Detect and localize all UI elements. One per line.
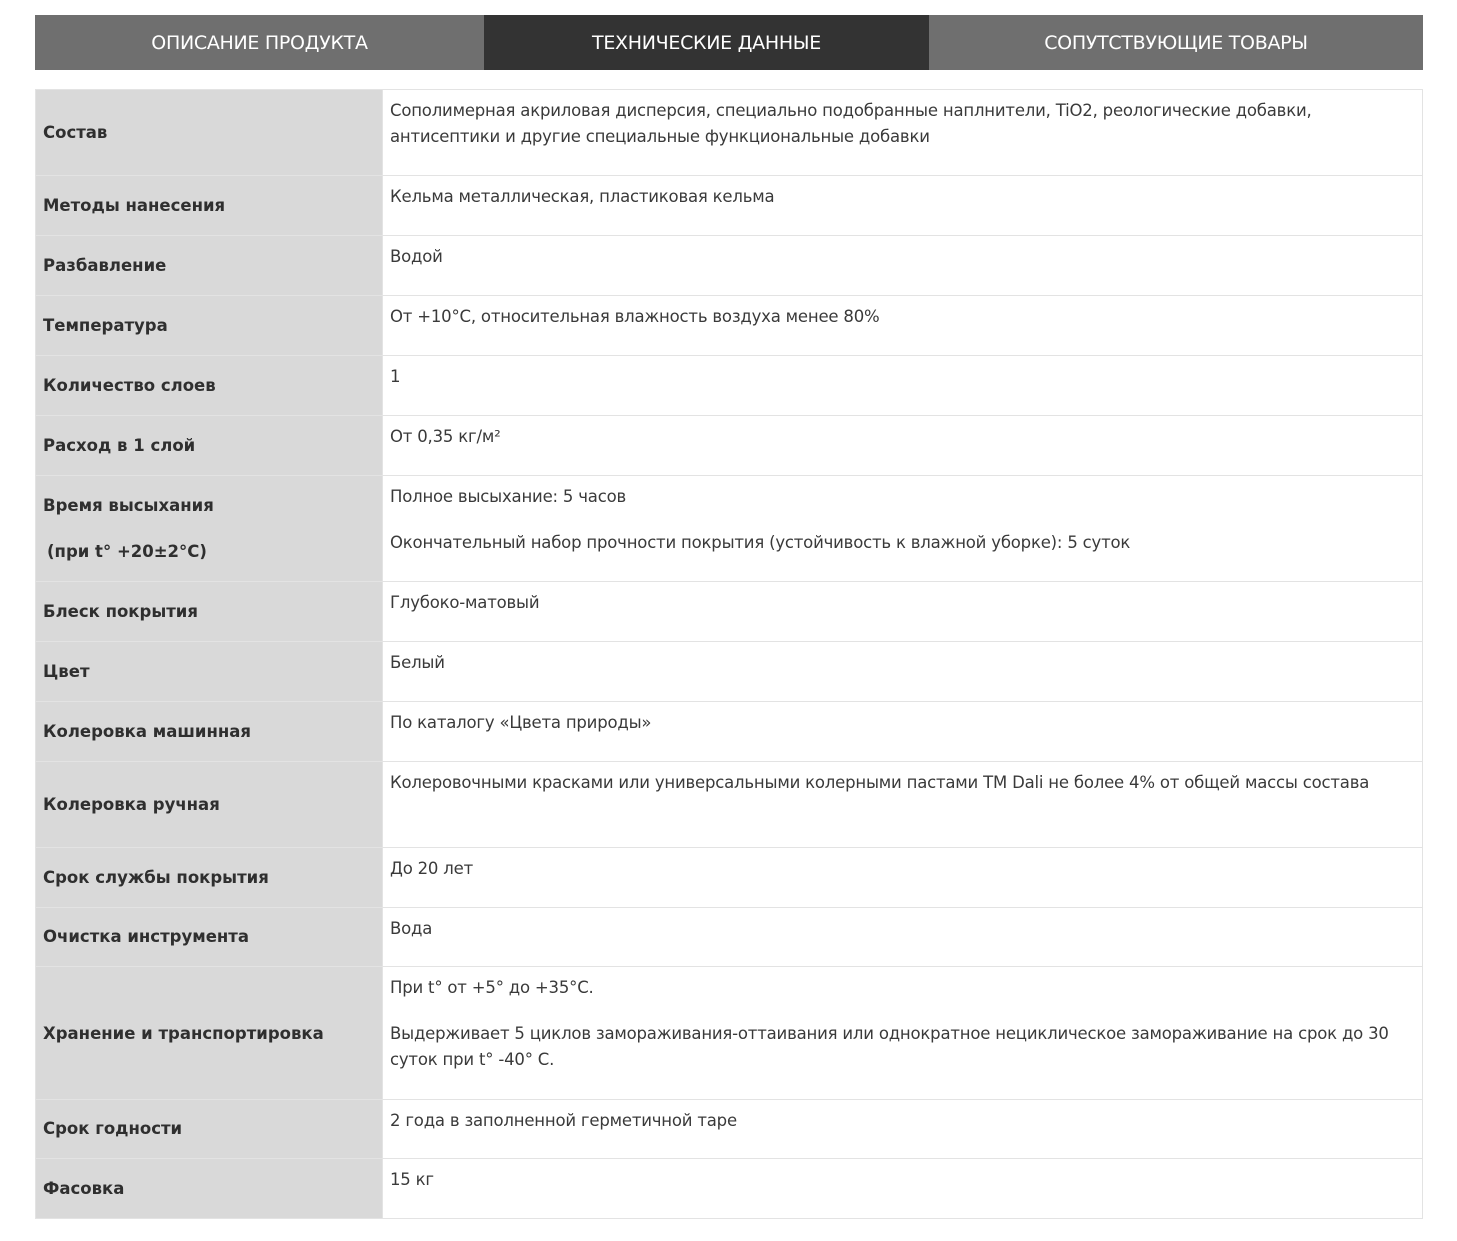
spec-value: Колеровочными красками или универсальными колерными пастами ТМ Dali не более 4% от общей массы состава: [383, 762, 1423, 848]
spec-row-shelf-life: [36, 1100, 1423, 1159]
tab-related-products[interactable]: СОПУТСТВУЮЩИЕ ТОВАРЫ: [929, 15, 1423, 70]
spec-value: [383, 967, 1423, 1100]
spec-label: Методы нанесения: [36, 176, 383, 236]
spec-value: Сополимерная акриловая дисперсия, специально подобранные наплнители, TiO2, реологические добавки, антисептики и другие специальные функциональные добавки: [383, 90, 1423, 176]
spec-value: По каталогу «Цвета природы»: [383, 702, 1423, 762]
spec-value: Вода: [383, 908, 1423, 967]
tab-description[interactable]: ОПИСАНИЕ ПРОДУКТА: [35, 15, 484, 70]
spec-label: Расход в 1 слой: [36, 416, 383, 476]
spec-label: Разбавление: [36, 236, 383, 296]
spec-value: 1: [383, 356, 1423, 416]
spec-row-temperature: [36, 296, 1423, 356]
tab-technical-data[interactable]: ТЕХНИЧЕСКИЕ ДАННЫЕ: [484, 15, 929, 70]
product-tabs: [35, 15, 1423, 70]
spec-row-gloss: [36, 582, 1423, 642]
spec-row-tinting-machine: [36, 702, 1423, 762]
spec-label: Состав: [36, 90, 383, 176]
spec-label: Срок годности: [36, 1100, 383, 1159]
spec-value: От +10°С, относительная влажность воздуха менее 80%: [383, 296, 1423, 356]
spec-row-application: [36, 176, 1423, 236]
spec-value-line: Окончательный набор прочности покрытия (устойчивость к влажной уборке): 5 суток: [390, 533, 1131, 552]
spec-label: Хранение и транспортировка: [36, 967, 383, 1100]
spec-row-composition: [36, 90, 1423, 176]
spec-label-sub: (при t° +20±2°С): [47, 541, 207, 561]
spec-label: Температура: [36, 296, 383, 356]
spec-label: Фасовка: [36, 1159, 383, 1219]
spec-row-packaging: [36, 1159, 1423, 1219]
spec-row-storage: [36, 967, 1423, 1100]
spec-value: Глубоко-матовый: [383, 582, 1423, 642]
spec-row-color: [36, 642, 1423, 702]
spec-row-tinting-manual: [36, 762, 1423, 848]
spec-value: 15 кг: [383, 1159, 1423, 1219]
spec-label-main: Время высыхания: [43, 495, 214, 515]
spec-value-line: Выдерживает 5 циклов замораживания-оттаивания или однократное нециклическое замораживание на срок до 30 суток при t° -40° С.: [390, 1024, 1389, 1069]
spec-label: Количество слоев: [36, 356, 383, 416]
spec-label: Срок службы покрытия: [36, 848, 383, 908]
spec-row-drying: [36, 476, 1423, 582]
technical-data-table: [35, 89, 1423, 1219]
spec-label: Блеск покрытия: [36, 582, 383, 642]
spec-value-line: Полное высыхание: 5 часов: [390, 487, 627, 506]
spec-value: До 20 лет: [383, 848, 1423, 908]
spec-label: Цвет: [36, 642, 383, 702]
spec-label: Колеровка ручная: [36, 762, 383, 848]
spec-value: Кельма металлическая, пластиковая кельма: [383, 176, 1423, 236]
spec-value: Водой: [383, 236, 1423, 296]
spec-row-dilution: [36, 236, 1423, 296]
spec-row-service-life: [36, 848, 1423, 908]
spec-value: 2 года в заполненной герметичной таре: [383, 1100, 1423, 1159]
spec-row-tool-cleaning: [36, 908, 1423, 967]
spec-label: Очистка инструмента: [36, 908, 383, 967]
spec-value: От 0,35 кг/м²: [383, 416, 1423, 476]
spec-value: Белый: [383, 642, 1423, 702]
spec-row-layers: [36, 356, 1423, 416]
spec-label: [36, 476, 383, 582]
spec-value: [383, 476, 1423, 582]
spec-value-line: При t° от +5° до +35°С.: [390, 978, 594, 997]
spec-row-consumption: [36, 416, 1423, 476]
spec-label: Колеровка машинная: [36, 702, 383, 762]
